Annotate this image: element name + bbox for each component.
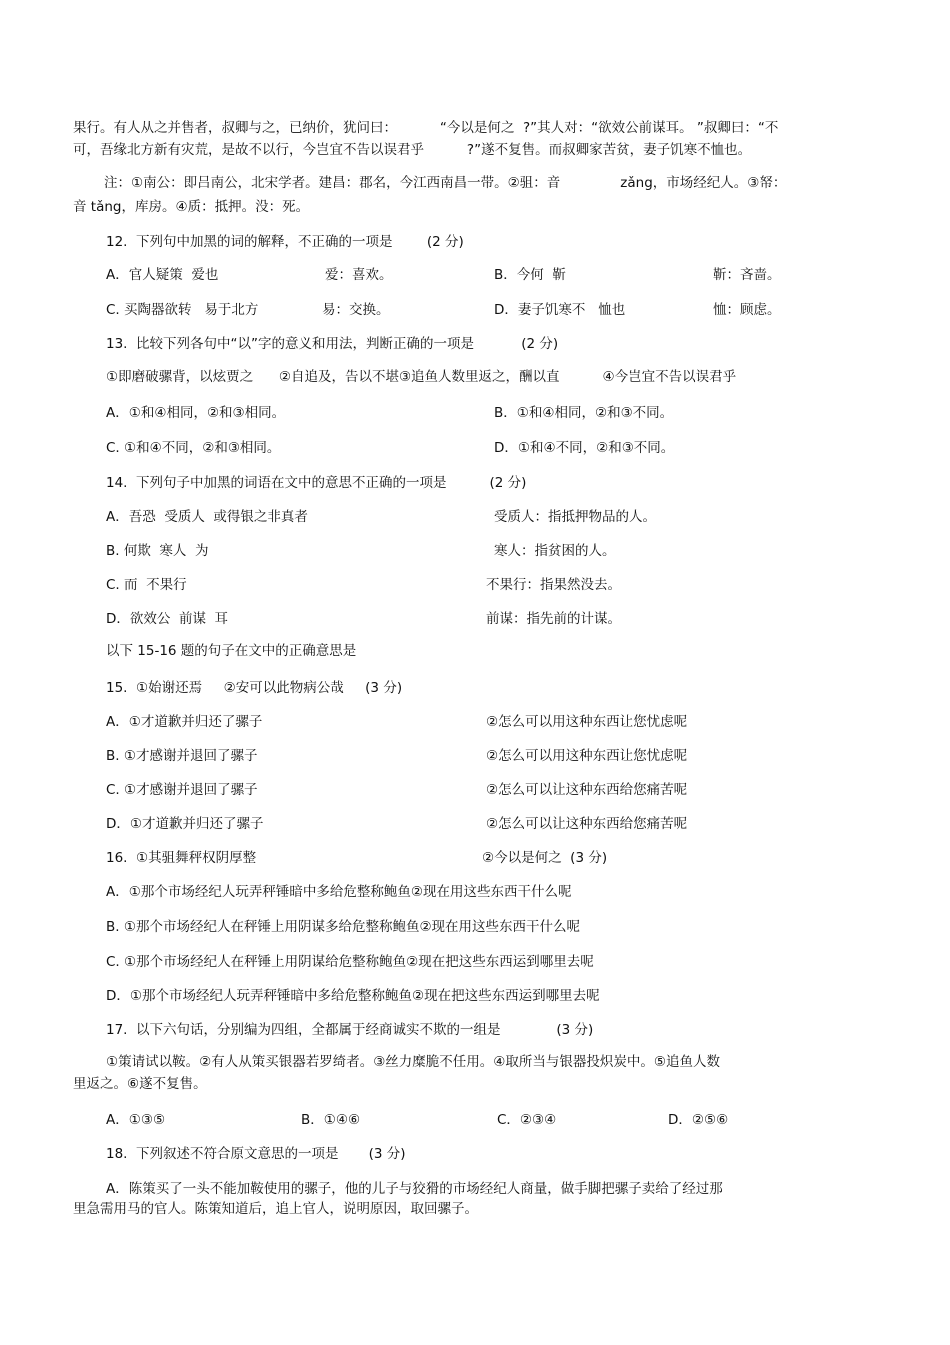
q12-option-a-explanation: 爱：喜欢。	[325, 267, 393, 283]
q16-stem-2: ②今以是何之 (3 分)	[482, 850, 608, 866]
q12-option-a: A．官人疑策 爱也	[106, 267, 219, 283]
q14-option-b: B. 何欺 寒人 为	[106, 543, 209, 559]
q18-option-a-1: A．陈策买了一头不能加鞍使用的骡子，他的儿子与狡猾的市场经纪人商量，做手脚把骡子卖给了经过那	[106, 1181, 723, 1197]
q14-option-b-explanation: 寒人：指贫困的人。	[494, 543, 616, 559]
q13-option-a: A．①和④相同，②和③相同。	[106, 405, 286, 421]
q16-option-a: A．①那个市场经纪人玩弄秤锤暗中多给危整称鲍鱼②现在用这些东西干什么呢	[106, 884, 572, 900]
q14-option-d-explanation: 前谋：指先前的计谋。	[486, 611, 621, 627]
q17-option-a: A．①③⑤	[106, 1112, 166, 1128]
q15-option-a-2: ②怎么可以用这种东西让您忧虑呢	[486, 714, 688, 730]
q17-option-b: B．①④⑥	[301, 1112, 361, 1128]
q16-stem-1: 16. ①其驵舞秤权阴厚整	[106, 850, 257, 866]
q17-stem: 17. 以下六句话，分别编为四组，全都属于经商诚实不欺的一组是 (3 分)	[106, 1022, 594, 1038]
q12-option-b: B．今何 靳	[494, 267, 566, 283]
q15-option-c-2: ②怎么可以让这种东西给您痛苦呢	[486, 782, 688, 798]
q14-option-c-explanation: 不果行：指果然没去。	[486, 577, 621, 593]
q17-option-c: C．②③④	[497, 1112, 557, 1128]
q16-option-c: C. ①那个市场经纪人在秤锤上用阴谋给危整称鲍鱼②现在把这些东西运到哪里去呢	[106, 954, 594, 970]
q13-option-d: D．①和④不同，②和③不同。	[494, 440, 675, 456]
q14-option-c: C. 而 不果行	[106, 577, 187, 593]
q15-option-a-1: A．①才道歉并归还了骡子	[106, 714, 263, 730]
q13-option-c: C. ①和④不同，②和③相同。	[106, 440, 281, 456]
q15-option-c-1: C. ①才感谢并退回了骡子	[106, 782, 258, 798]
passage-line-2: 可，吾缘北方新有灾荒，是故不以行，今岂宜不告以误君乎 ?”遂不复售。而叔卿家苦贫，妻子饥寒不恤也。	[73, 142, 752, 158]
intro-15-16: 以下 15-16 题的句子在文中的正确意思是	[106, 643, 357, 659]
q14-option-a-explanation: 受质人：指抵押物品的人。	[494, 509, 656, 525]
q16-option-d: D．①那个市场经纪人玩弄秤锤暗中多给危整称鲍鱼②现在把这些东西运到哪里去呢	[106, 988, 600, 1004]
q14-option-d: D．欲效公 前谋 耳	[106, 611, 229, 627]
q15-option-d-2: ②怎么可以让这种东西给您痛苦呢	[486, 816, 688, 832]
q14-option-a: A．吾恐 受质人 或得银之非真者	[106, 509, 308, 525]
q15-option-b-2: ②怎么可以用这种东西让您忧虑呢	[486, 748, 688, 764]
passage-line-1: 果行。有人从之并售者，叔卿与之，已纳价，犹问曰： “今以是何之 ?”其人对：“欲效公前谋耳。 ”叔卿曰：“不	[73, 120, 779, 136]
q15-option-b-1: B. ①才感谢并退回了骡子	[106, 748, 258, 764]
q17-items-1: ①策请试以鞍。②有人从策买银器若罗绮者。③丝力糜脆不任用。④取所当与银器投炽炭中。⑤追鱼人数	[106, 1054, 721, 1070]
q13-stem: 13. 比较下列各句中“以”字的意义和用法，判断正确的一项是 (2 分)	[106, 336, 559, 352]
q12-option-b-explanation: 靳：吝啬。	[713, 267, 781, 283]
q16-option-b: B. ①那个市场经纪人在秤锤上用阴谋多给危整称鲍鱼②现在用这些东西干什么呢	[106, 919, 581, 935]
note-line-2: 音 tǎng，库房。④质：抵押。没：死。	[73, 199, 310, 215]
q12-option-d: D．妻子饥寒不 恤也	[494, 302, 626, 318]
q12-option-c: C. 买陶器欲转 易于北方	[106, 302, 259, 318]
q18-stem: 18. 下列叙述不符合原文意思的一项是 (3 分)	[106, 1146, 406, 1162]
q12-option-d-explanation: 恤：顾虑。	[713, 302, 781, 318]
q13-option-b: B．①和④相同，②和③不同。	[494, 405, 674, 421]
q15-stem: 15. ①始谢还焉 ②安可以此物病公哉 (3 分)	[106, 680, 403, 696]
q13-items: ①即磨破骡背，以炫贾之 ②自追及，告以不堪③追鱼人数里返之，酬以直 ④今岂宜不告以误君乎	[106, 369, 737, 385]
q14-stem: 14. 下列句子中加黑的词语在文中的意思不正确的一项是 (2 分)	[106, 475, 527, 491]
q12-option-c-explanation: 易：交换。	[322, 302, 390, 318]
q17-items-2: 里返之。⑥遂不复售。	[73, 1076, 207, 1092]
q17-option-d: D．②⑤⑥	[668, 1112, 729, 1128]
note-line-1: 注：①南公：即吕南公，北宋学者。建昌：郡名，今江西南昌一带。②驵：音 zǎng，市场经纪人。③帑：	[104, 175, 787, 191]
q12-stem: 12. 下列句中加黑的词的解释，不正确的一项是 (2 分)	[106, 234, 464, 250]
q15-option-d-1: D．①才道歉并归还了骡子	[106, 816, 264, 832]
q18-option-a-2: 里急需用马的官人。陈策知道后，追上官人，说明原因，取回骡子。	[73, 1201, 478, 1217]
